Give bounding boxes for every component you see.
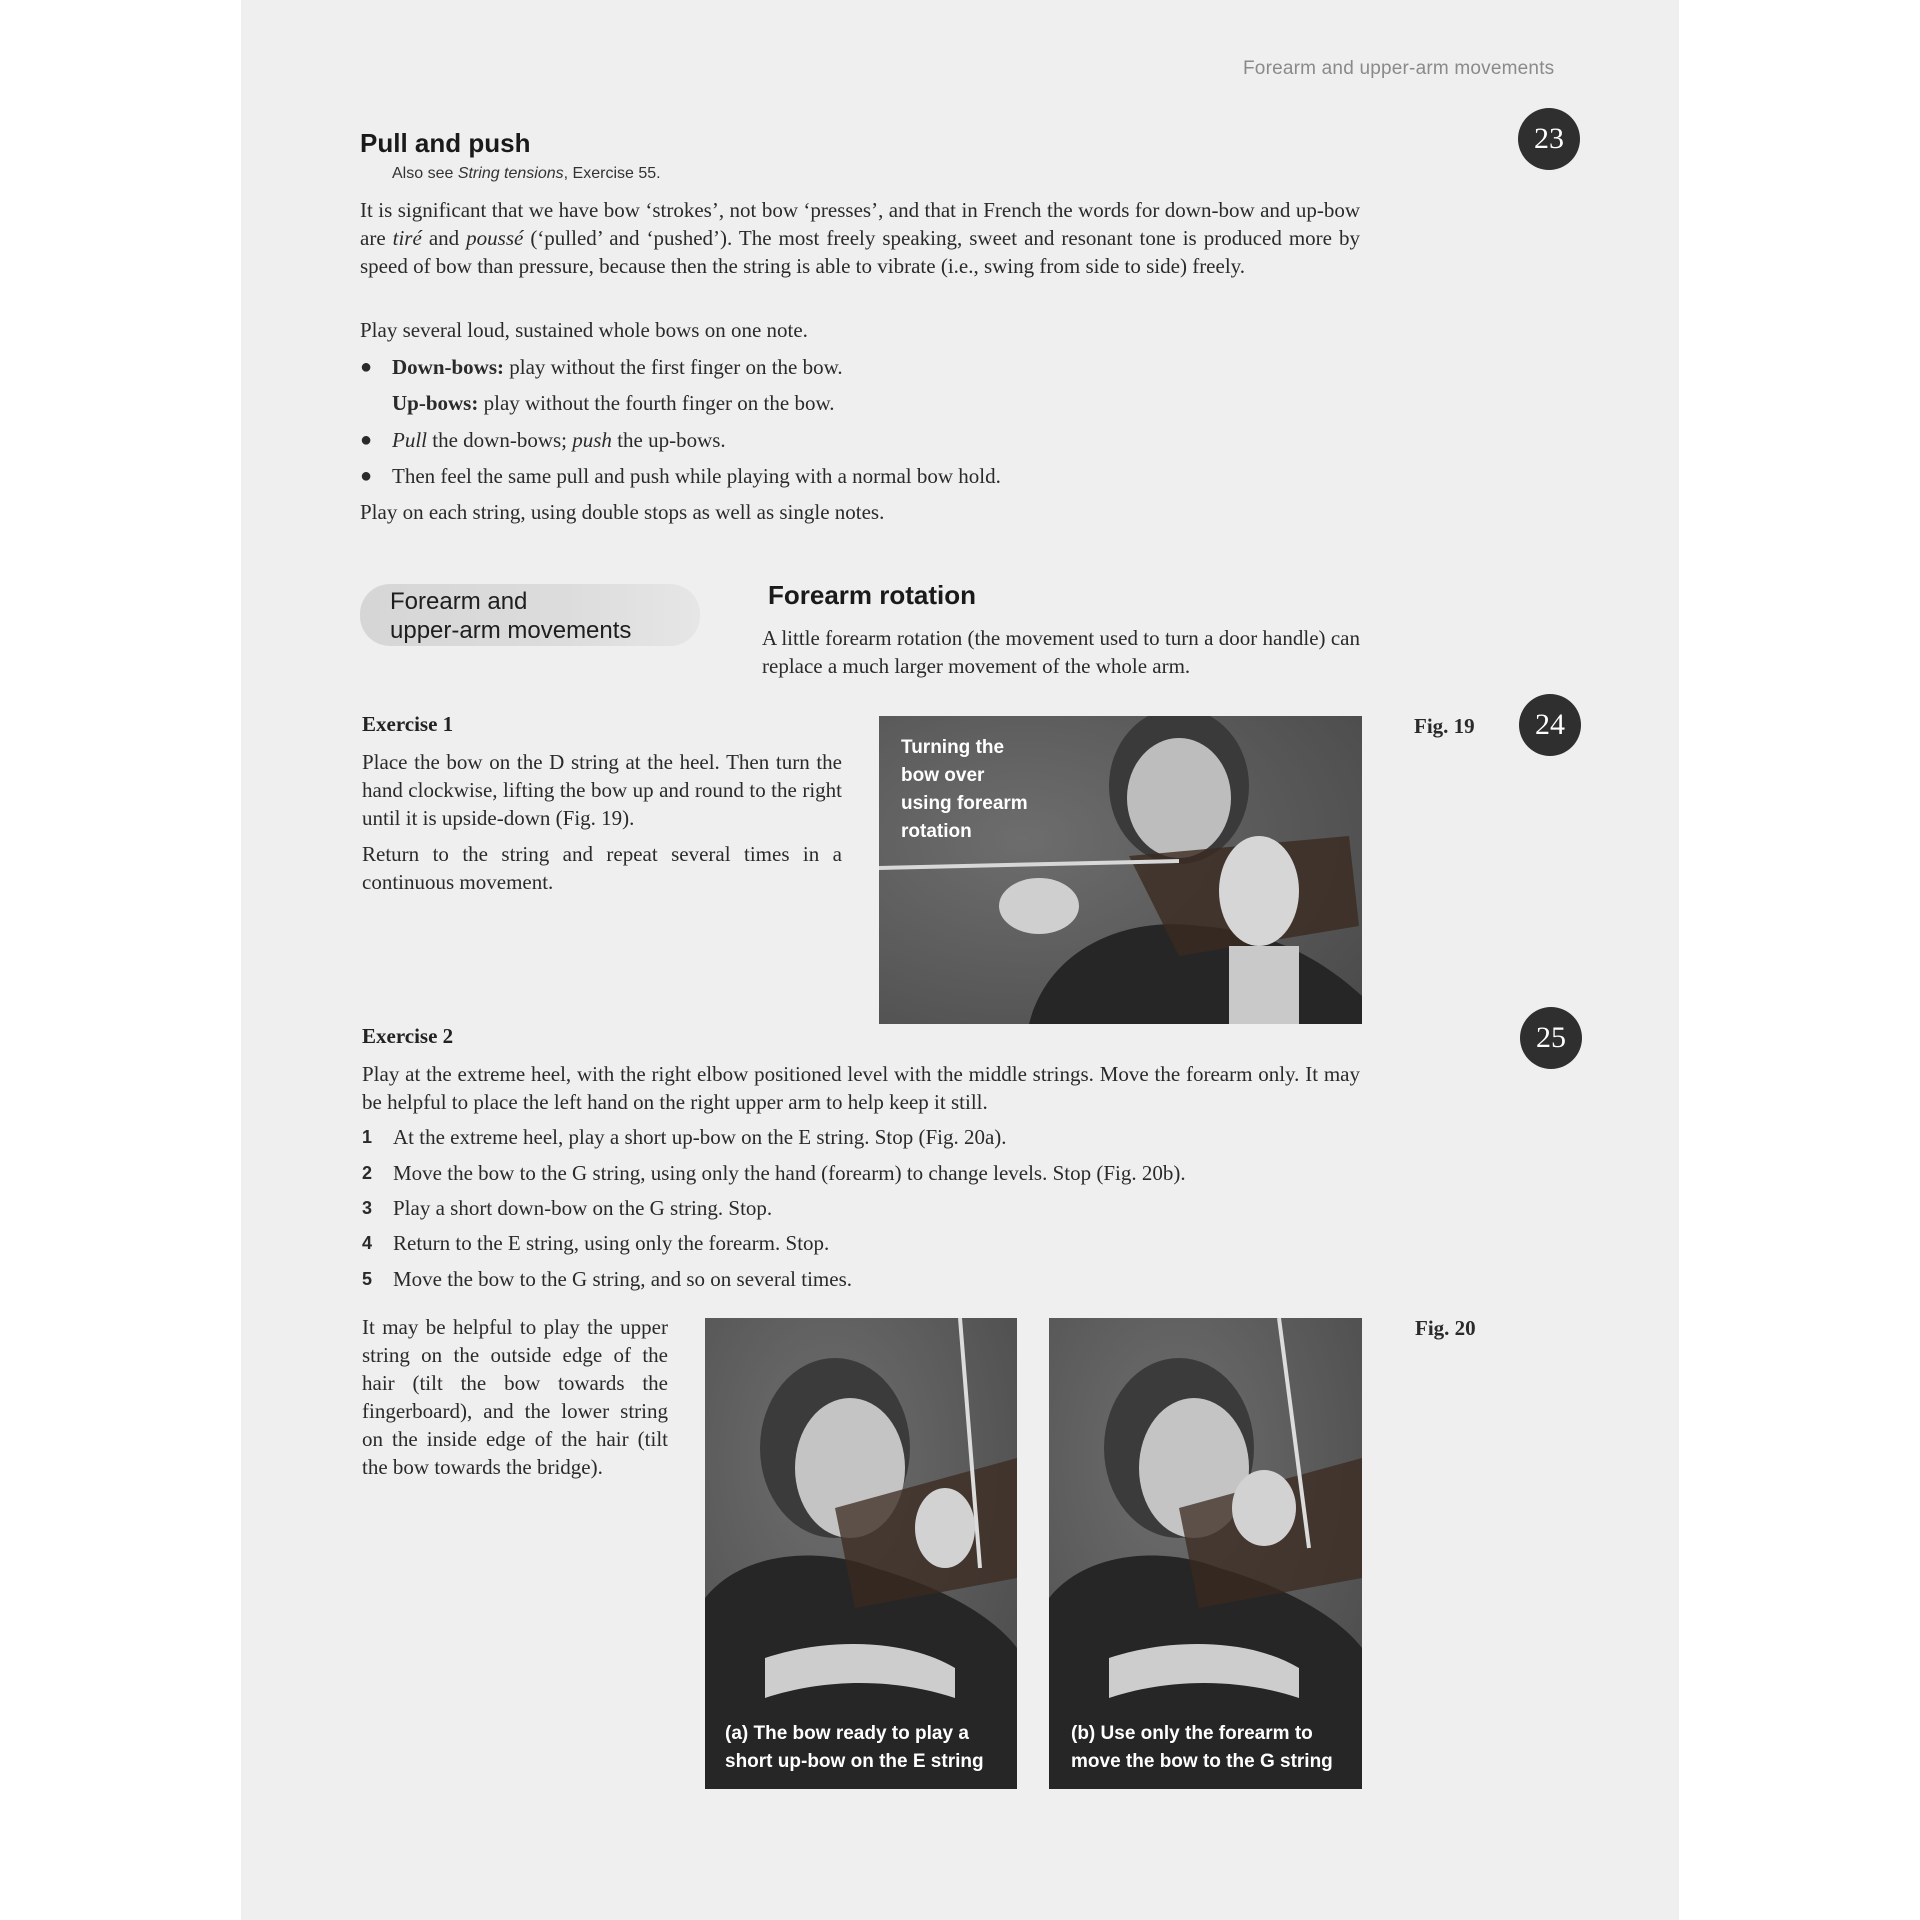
- step-text: Move the bow to the G string, and so on several times.: [393, 1267, 853, 1291]
- step-text: At the extreme heel, play a short up-bow on the E string. Stop (Fig. 20a).: [393, 1125, 1007, 1149]
- exercise-1-paragraph-2: Return to the string and repeat several times in a continuous movement.: [362, 842, 842, 894]
- step-number: 4: [362, 1233, 373, 1253]
- fig-20a-caption-line-2: short up-bow on the E string: [725, 1751, 984, 1772]
- bullet-pull: Pull: [392, 428, 427, 452]
- section-title-pull-and-push: Pull and push: [360, 128, 531, 158]
- fig-20-label: Fig. 20: [1415, 1316, 1476, 1340]
- bullet-up-bows: [392, 389, 1352, 417]
- step-number: 2: [362, 1163, 373, 1183]
- bullet-mid: the down-bows;: [427, 428, 573, 452]
- see-also-suffix: , Exercise 55.: [563, 165, 661, 182]
- bullet-label-up-bows: Up-bows:: [392, 391, 479, 415]
- fig-20a-caption-line-1: (a) The bow ready to play a: [725, 1723, 969, 1744]
- fig-19-caption-line-4: rotation: [901, 821, 972, 842]
- violinist-photo-a-illustration: [705, 1318, 1017, 1789]
- section-tab-line-2: upper-arm movements: [390, 617, 632, 644]
- exercise-1-text: [362, 748, 842, 896]
- fig-19-label: Fig. 19: [1414, 714, 1475, 738]
- exercise-number-badge-24: 24: [1519, 694, 1581, 756]
- para1-pousse: poussé: [466, 226, 524, 250]
- pull-push-paragraph-3: Play on each string, using double stops as well as single notes.: [360, 500, 885, 524]
- para1-and: and: [421, 226, 467, 250]
- section-tab-line-1: Forearm and: [390, 588, 528, 615]
- step-text: Play a short down-bow on the G string. Stop.: [393, 1196, 773, 1220]
- bullet-dot: ●: [360, 356, 373, 378]
- bullet-dot: ●: [360, 429, 373, 451]
- para1-text-b: (‘pulled’ and ‘pushed’). The most freely speaking, sweet and resonant tone is produced more by speed of bow than pressure, because then the string is able to vibrate (i.e., swing from side to side) freely.: [360, 226, 1360, 278]
- bullet-text-up-bows: play without the fourth finger on the bow.: [478, 391, 835, 415]
- pull-push-paragraph-2: Play several loud, sustained whole bows on one note.: [360, 318, 808, 342]
- exercise-2-intro: Play at the extreme heel, with the right elbow positioned level with the middle strings. Move the forearm only. It may be helpful to place the left hand on the right upper arm to help keep it still.: [362, 1062, 1360, 1114]
- bullet-push: push: [572, 428, 612, 452]
- fig-20b-photo: [1049, 1318, 1362, 1789]
- step-text: Return to the E string, using only the forearm. Stop.: [393, 1231, 830, 1255]
- section-title-forearm-rotation: Forearm rotation: [768, 580, 977, 610]
- fig-19-photo: [879, 716, 1362, 1024]
- step-number: 3: [362, 1198, 373, 1218]
- step-number: 1: [362, 1127, 373, 1147]
- pull-push-paragraph-1: [360, 196, 1360, 280]
- see-also-note: [392, 165, 661, 183]
- exercise-number-badge-25: 25: [1520, 1007, 1582, 1069]
- fig-19-caption-line-2: bow over: [901, 765, 985, 786]
- fig-20b-caption-line-1: (b) Use only the forearm to: [1071, 1723, 1313, 1744]
- bullet-label-down-bows: Down-bows:: [392, 355, 505, 379]
- step-number: 5: [362, 1269, 373, 1289]
- bullet-end: the up-bows.: [611, 428, 726, 452]
- exercise-2-tip: It may be helpful to play the upper string on the outside edge of the hair (tilt the bow towards the fingerboard), and the lower string on the inside edge of the hair (tilt the bow towards the bridge).: [362, 1315, 668, 1479]
- exercise-2-heading: Exercise 2: [362, 1024, 454, 1048]
- bullet-text-normal-hold: Then feel the same pull and push while playing with a normal bow hold.: [392, 464, 1001, 488]
- para1-tire: tiré: [392, 226, 422, 250]
- see-also-prefix: Also see: [392, 165, 458, 182]
- step-text: Move the bow to the G string, using only the hand (forearm) to change levels. Stop (Fig. 20b).: [393, 1161, 1186, 1185]
- fig-20b-caption: [1071, 1720, 1333, 1776]
- fig-20a-photo: [705, 1318, 1017, 1789]
- exercise-1-heading: Exercise 1: [362, 712, 454, 736]
- fig-20a-caption: [725, 1720, 984, 1776]
- para1-text-a: It is significant that we have bow ‘strokes’, not bow ‘presses’, and that in French the words for down-bow and up-bow are: [360, 198, 1360, 250]
- running-head: Forearm and upper-arm movements: [1243, 58, 1555, 79]
- see-also-reference: String tensions: [457, 165, 564, 182]
- bullet-text-down-bows: play without the first finger on the bow.: [504, 355, 843, 379]
- exercise-number-badge-23: 23: [1518, 108, 1580, 170]
- exercise-1-paragraph-1: Place the bow on the D string at the heel. Then turn the hand clockwise, lifting the bow up and round to the right until it is upside-down (Fig. 19).: [362, 750, 842, 830]
- violinist-photo-b-illustration: [1049, 1318, 1362, 1789]
- fig-20b-caption-line-2: move the bow to the G string: [1071, 1751, 1333, 1772]
- forearm-rotation-intro: A little forearm rotation (the movement used to turn a door handle) can replace a much larger movement of the whole arm.: [762, 626, 1360, 678]
- section-tab: [360, 584, 700, 646]
- bullet-dot: ●: [360, 465, 373, 487]
- fig-19-caption-line-3: using forearm: [901, 793, 1028, 814]
- fig-19-caption-line-1: Turning the: [901, 737, 1005, 758]
- fig-19-caption: [901, 734, 1028, 846]
